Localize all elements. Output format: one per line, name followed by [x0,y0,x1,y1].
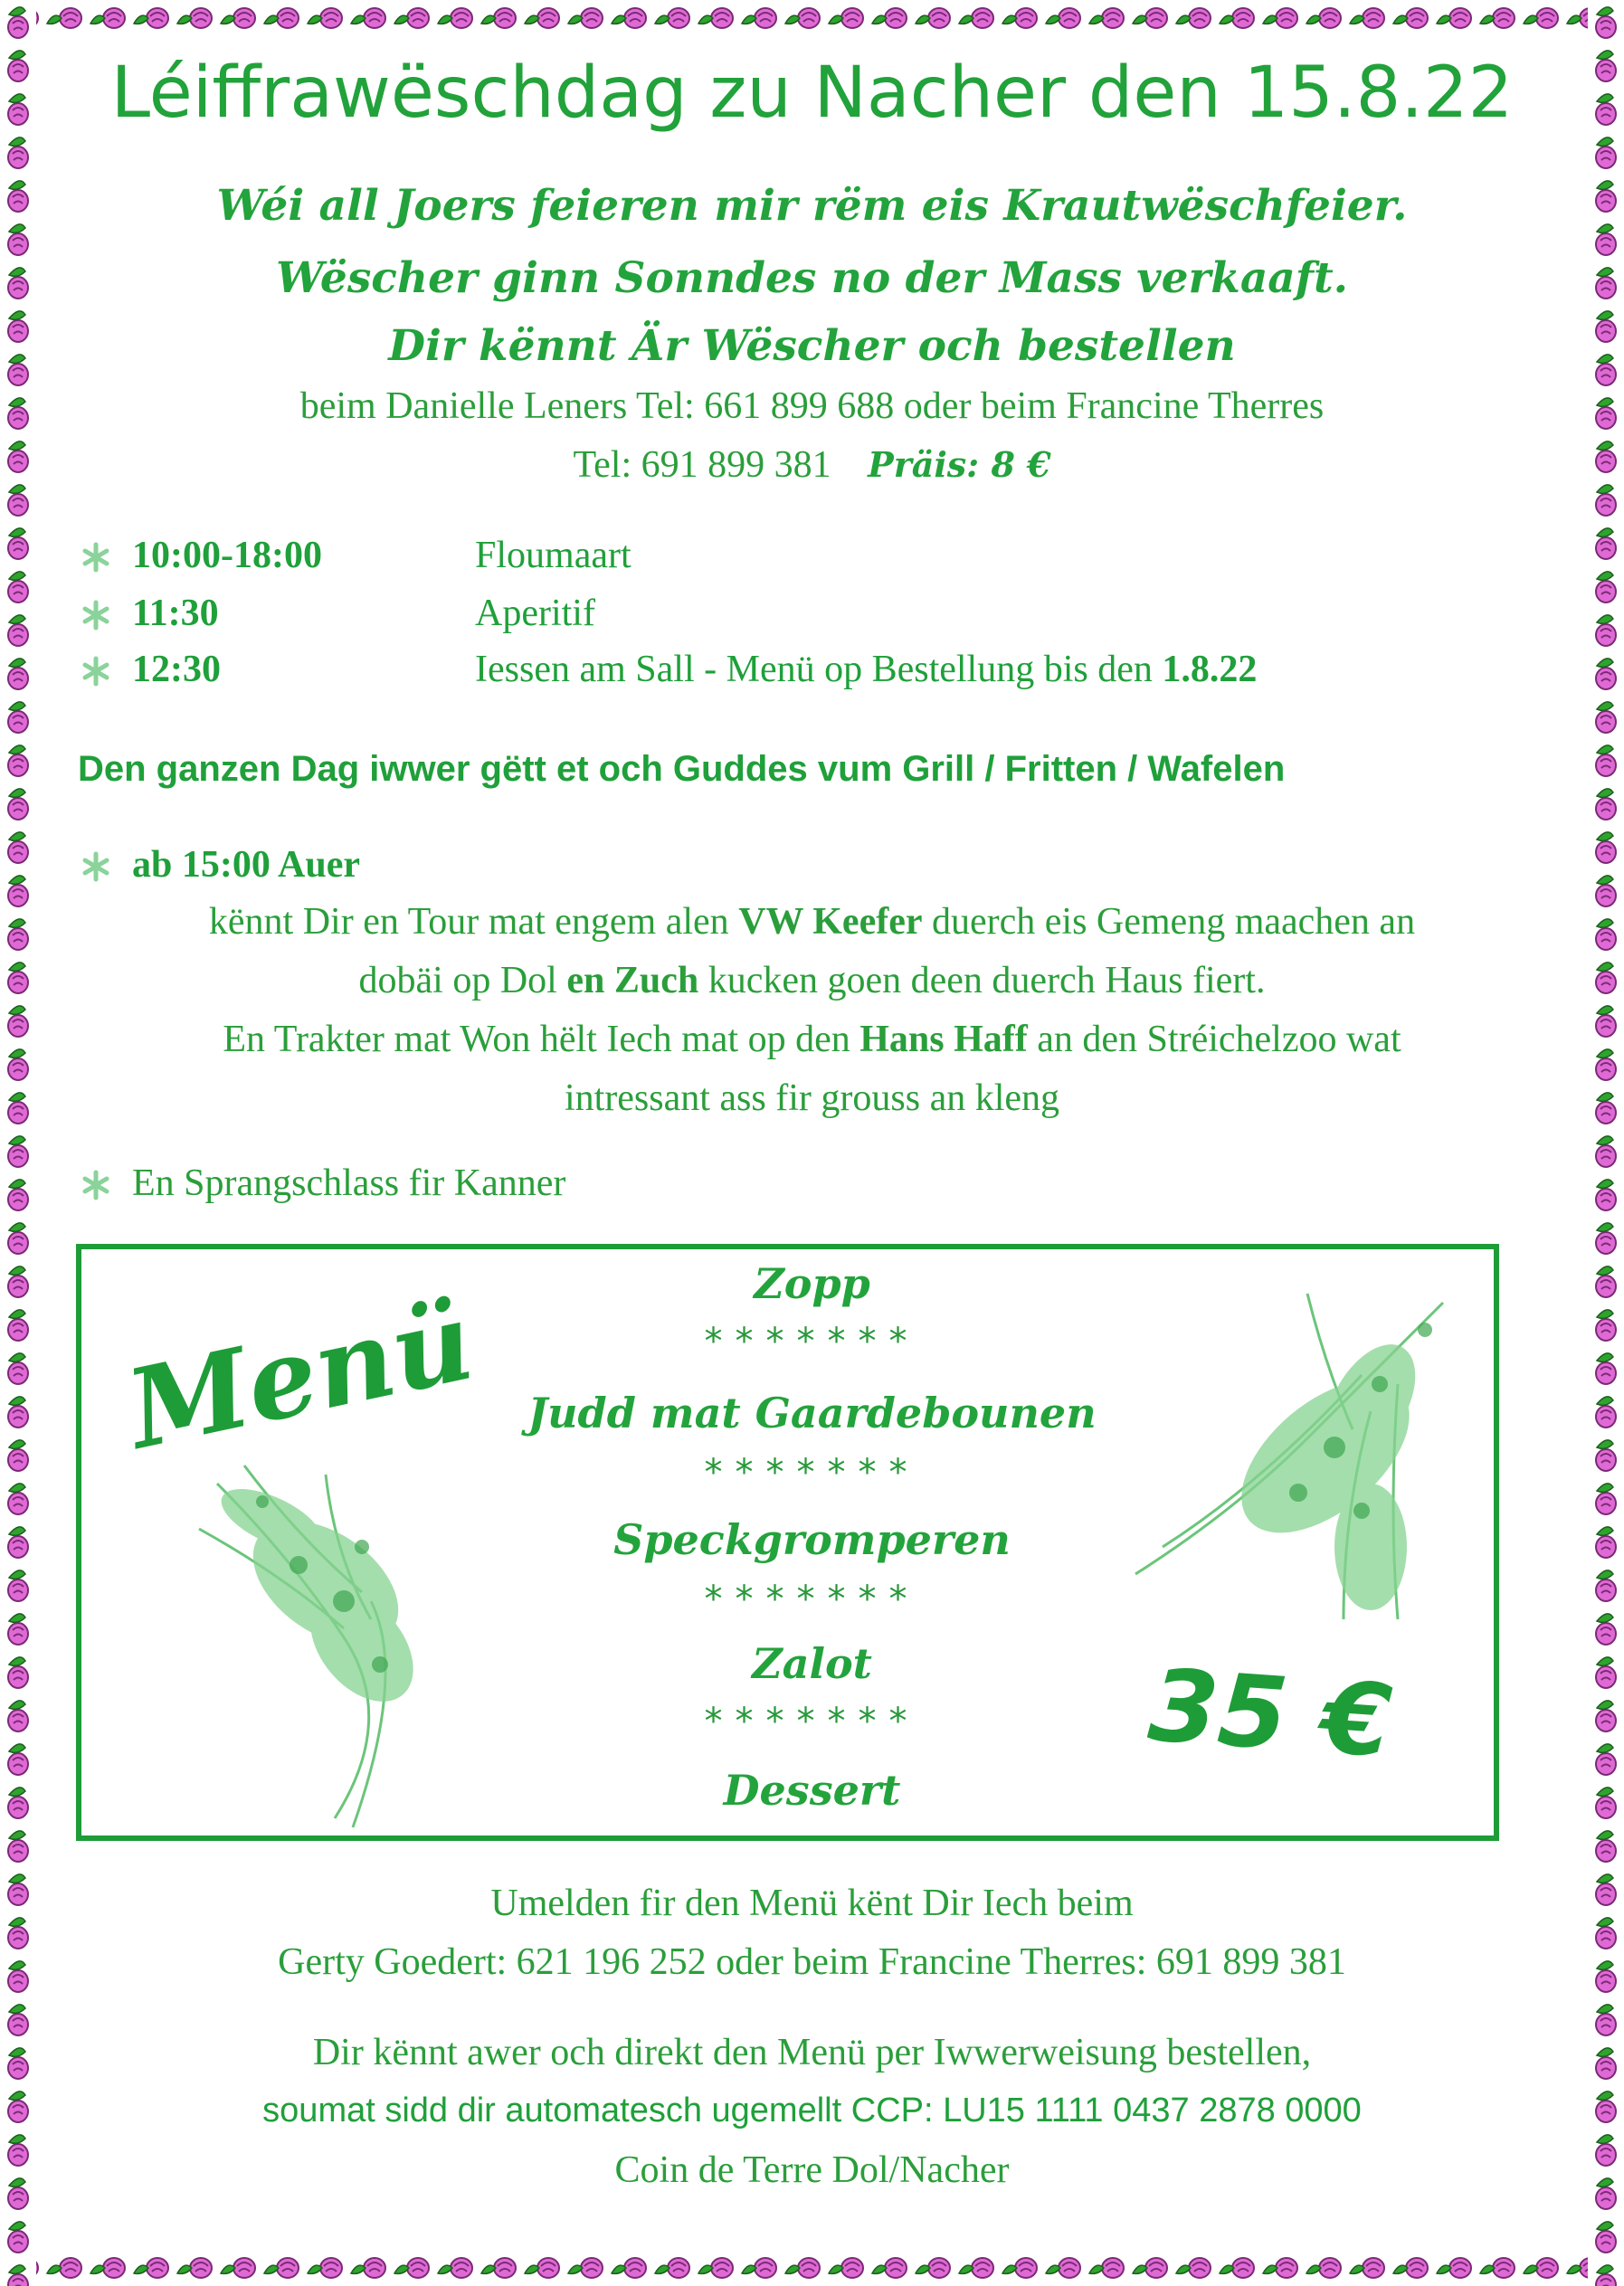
intro-line-5 [0,443,1624,487]
footer-line-3: Dir kënnt awer och direkt den Menü per Iwwerweisung bestellen, [312,2032,1312,2073]
afternoon-heading: ab 15:00 Auer [132,844,360,886]
afternoon-l3a: En Trakter mat Won hëlt Iech mat op den [223,1019,860,1060]
menu-separator: ******* [704,1452,920,1494]
rose-border-bottom [0,2250,1624,2286]
schedule-time-1: 10:00-18:00 [132,535,322,576]
afternoon-l3c: an den Stréichelzoo wat [1027,1019,1401,1060]
afternoon-l2a: dobäi op Dol [358,960,567,1001]
asterisk-bullet-icon [78,597,114,633]
schedule-time-3: 12:30 [132,649,221,690]
intro-price: Präis: 8 € [868,444,1051,485]
intro-line-2: Wëscher ginn Sonndes no der Mass verkaaft. [275,253,1349,303]
afternoon-l1c: duerch eis Gemeng maachen an [922,901,1416,943]
footer-line-5: Coin de Terre Dol/Nacher [614,2149,1010,2191]
schedule-desc-1: Floumaart [475,535,632,576]
schedule-desc-3 [475,648,1257,691]
afternoon-l3b: Hans Haff [859,1019,1028,1060]
afternoon-line-2 [0,959,1624,1002]
intro-tel: Tel: 691 899 381 [573,444,831,486]
footer-line-4: soumat sidd dir automatesch ugemellt CCP: LU15 1111 0437 2878 0000 [262,2092,1362,2129]
bouncy-castle: En Sprangschlass fir Kanner [132,1162,566,1204]
menu-item-5: Dessert [723,1766,901,1815]
menu-item-1: Zopp [754,1259,870,1308]
intro-line-1: Wéi all Joers feieren mir rëm eis Krautwëschfeier. [216,181,1408,231]
menu-price: 35 € [1144,1646,1396,1780]
schedule-desc-3-date: 1.8.22 [1162,649,1258,690]
afternoon-l2c: kucken goen deen duerch Haus fiert. [698,960,1266,1001]
asterisk-bullet-icon [78,849,114,885]
menu-separator: ******* [704,1701,920,1742]
asterisk-bullet-icon [78,1167,114,1203]
afternoon-line-3 [0,1018,1624,1061]
footer-line-1: Umelden fir den Menü kënt Dir Iech beim [490,1883,1134,1924]
asterisk-bullet-icon [78,539,114,575]
rose-border-top [0,0,1624,36]
intro-line-4: beim Danielle Leners Tel: 661 899 688 oder beim Francine Therres [299,385,1325,427]
schedule-time-2: 11:30 [132,593,219,634]
asterisk-bullet-icon [78,653,114,689]
allday-banner: Den ganzen Dag iwwer gëtt et och Guddes vum Grill / Fritten / Wafelen [78,749,1286,789]
menu-label: Menü [117,1276,484,1475]
schedule-desc-2: Aperitif [475,593,595,634]
intro-line-3: Dir kënnt Är Wëscher och bestellen [388,321,1236,371]
menu-item-3: Speckgromperen [613,1515,1011,1564]
page-title: Léiffrawëschdag zu Nacher den 15.8.22 [110,52,1514,134]
afternoon-l2b: en Zuch [566,960,699,1001]
schedule-desc-3-text: Iessen am Sall - Menü op Bestellung bis den [475,649,1163,690]
afternoon-l1b: VW Keefer [738,901,923,943]
menu-separator: ******* [704,1579,920,1620]
afternoon-line-4: intressant ass fir grouss an kleng [564,1077,1060,1119]
menu-separator: ******* [704,1321,920,1362]
menu-item-4: Zalot [752,1639,872,1688]
menu-item-2: Judd mat Gaardebounen [527,1389,1097,1437]
afternoon-l1a: kënnt Dir en Tour mat engem alen [208,901,739,943]
afternoon-line-1 [0,900,1624,944]
footer-line-2: Gerty Goedert: 621 196 252 oder beim Francine Therres: 691 899 381 [278,1941,1346,1983]
